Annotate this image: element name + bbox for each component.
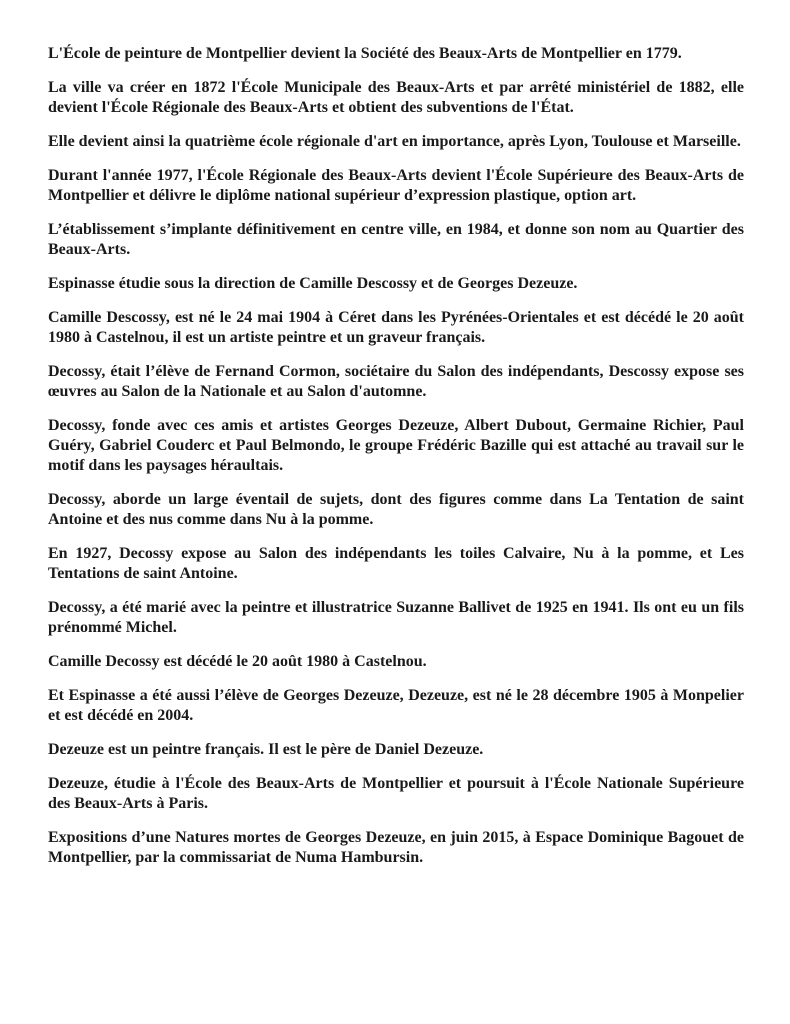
paragraph-17: Expositions d’une Natures mortes de Georges Dezeuze, en juin 2015, à Espace Dominique Bagouet de Montpellier, par la commissariat de Numa Hambursin.	[48, 829, 744, 866]
document-body	[48, 44, 744, 882]
paragraph-16: Dezeuze, étudie à l'École des Beaux-Arts de Montpellier et poursuit à l'École Nationale Supérieure des Beaux-Arts à Paris.	[48, 775, 744, 812]
paragraph-12: Decossy, a été marié avec la peintre et illustratrice Suzanne Ballivet de 1925 en 1941. Ils ont eu un fils prénommé Michel.	[48, 599, 744, 636]
paragraph-3: Elle devient ainsi la quatrième école régionale d'art en importance, après Lyon, Toulouse et Marseille.	[48, 133, 741, 150]
paragraph-9: Decossy, fonde avec ces amis et artistes Georges Dezeuze, Albert Dubout, Germaine Richier, Paul Guéry, Gabriel Couderc et Paul Belmondo, le groupe Frédéric Bazille qui est attaché au travail sur le motif dans les paysages héraultais.	[48, 417, 744, 474]
paragraph-1: L'École de peinture de Montpellier devient la Société des Beaux-Arts de Montpellier en 1779.	[48, 45, 682, 62]
paragraph-14: Et Espinasse a été aussi l’élève de Georges Dezeuze, Dezeuze, est né le 28 décembre 1905 à Monpelier et est décédé en 2004.	[48, 687, 744, 724]
paragraph-8: Decossy, était l’élève de Fernand Cormon, sociétaire du Salon des indépendants, Descossy expose ses œuvres au Salon de la Nationale et au Salon d'automne.	[48, 363, 744, 400]
paragraph-15: Dezeuze est un peintre français. Il est le père de Daniel Dezeuze.	[48, 741, 484, 758]
paragraph-7: Camille Descossy, est né le 24 mai 1904 à Céret dans les Pyrénées-Orientales et est décédé le 20 août 1980 à Castelnou, il est un artiste peintre et un graveur français.	[48, 309, 744, 346]
paragraph-6: Espinasse étudie sous la direction de Camille Descossy et de Georges Dezeuze.	[48, 275, 578, 292]
paragraph-2: La ville va créer en 1872 l'École Municipale des Beaux-Arts et par arrêté ministériel de 1882, elle devient l'École Régionale des Beaux-Arts et obtient des subventions de l'État.	[48, 79, 744, 116]
paragraph-5: L’établissement s’implante définitivement en centre ville, en 1984, et donne son nom au Quartier des Beaux-Arts.	[48, 221, 744, 258]
paragraph-13: Camille Decossy est décédé le 20 août 1980 à Castelnou.	[48, 653, 427, 670]
paragraph-4: Durant l'année 1977, l'École Régionale des Beaux-Arts devient l'École Supérieure des Beaux-Arts de Montpellier et délivre le diplôme national supérieur d’expression plastique, option art.	[48, 167, 744, 204]
paragraph-11: En 1927, Decossy expose au Salon des indépendants les toiles Calvaire, Nu à la pomme, et Les Tentations de saint Antoine.	[48, 545, 744, 582]
paragraph-10: Decossy, aborde un large éventail de sujets, dont des figures comme dans La Tentation de saint Antoine et des nus comme dans Nu à la pomme.	[48, 491, 744, 528]
